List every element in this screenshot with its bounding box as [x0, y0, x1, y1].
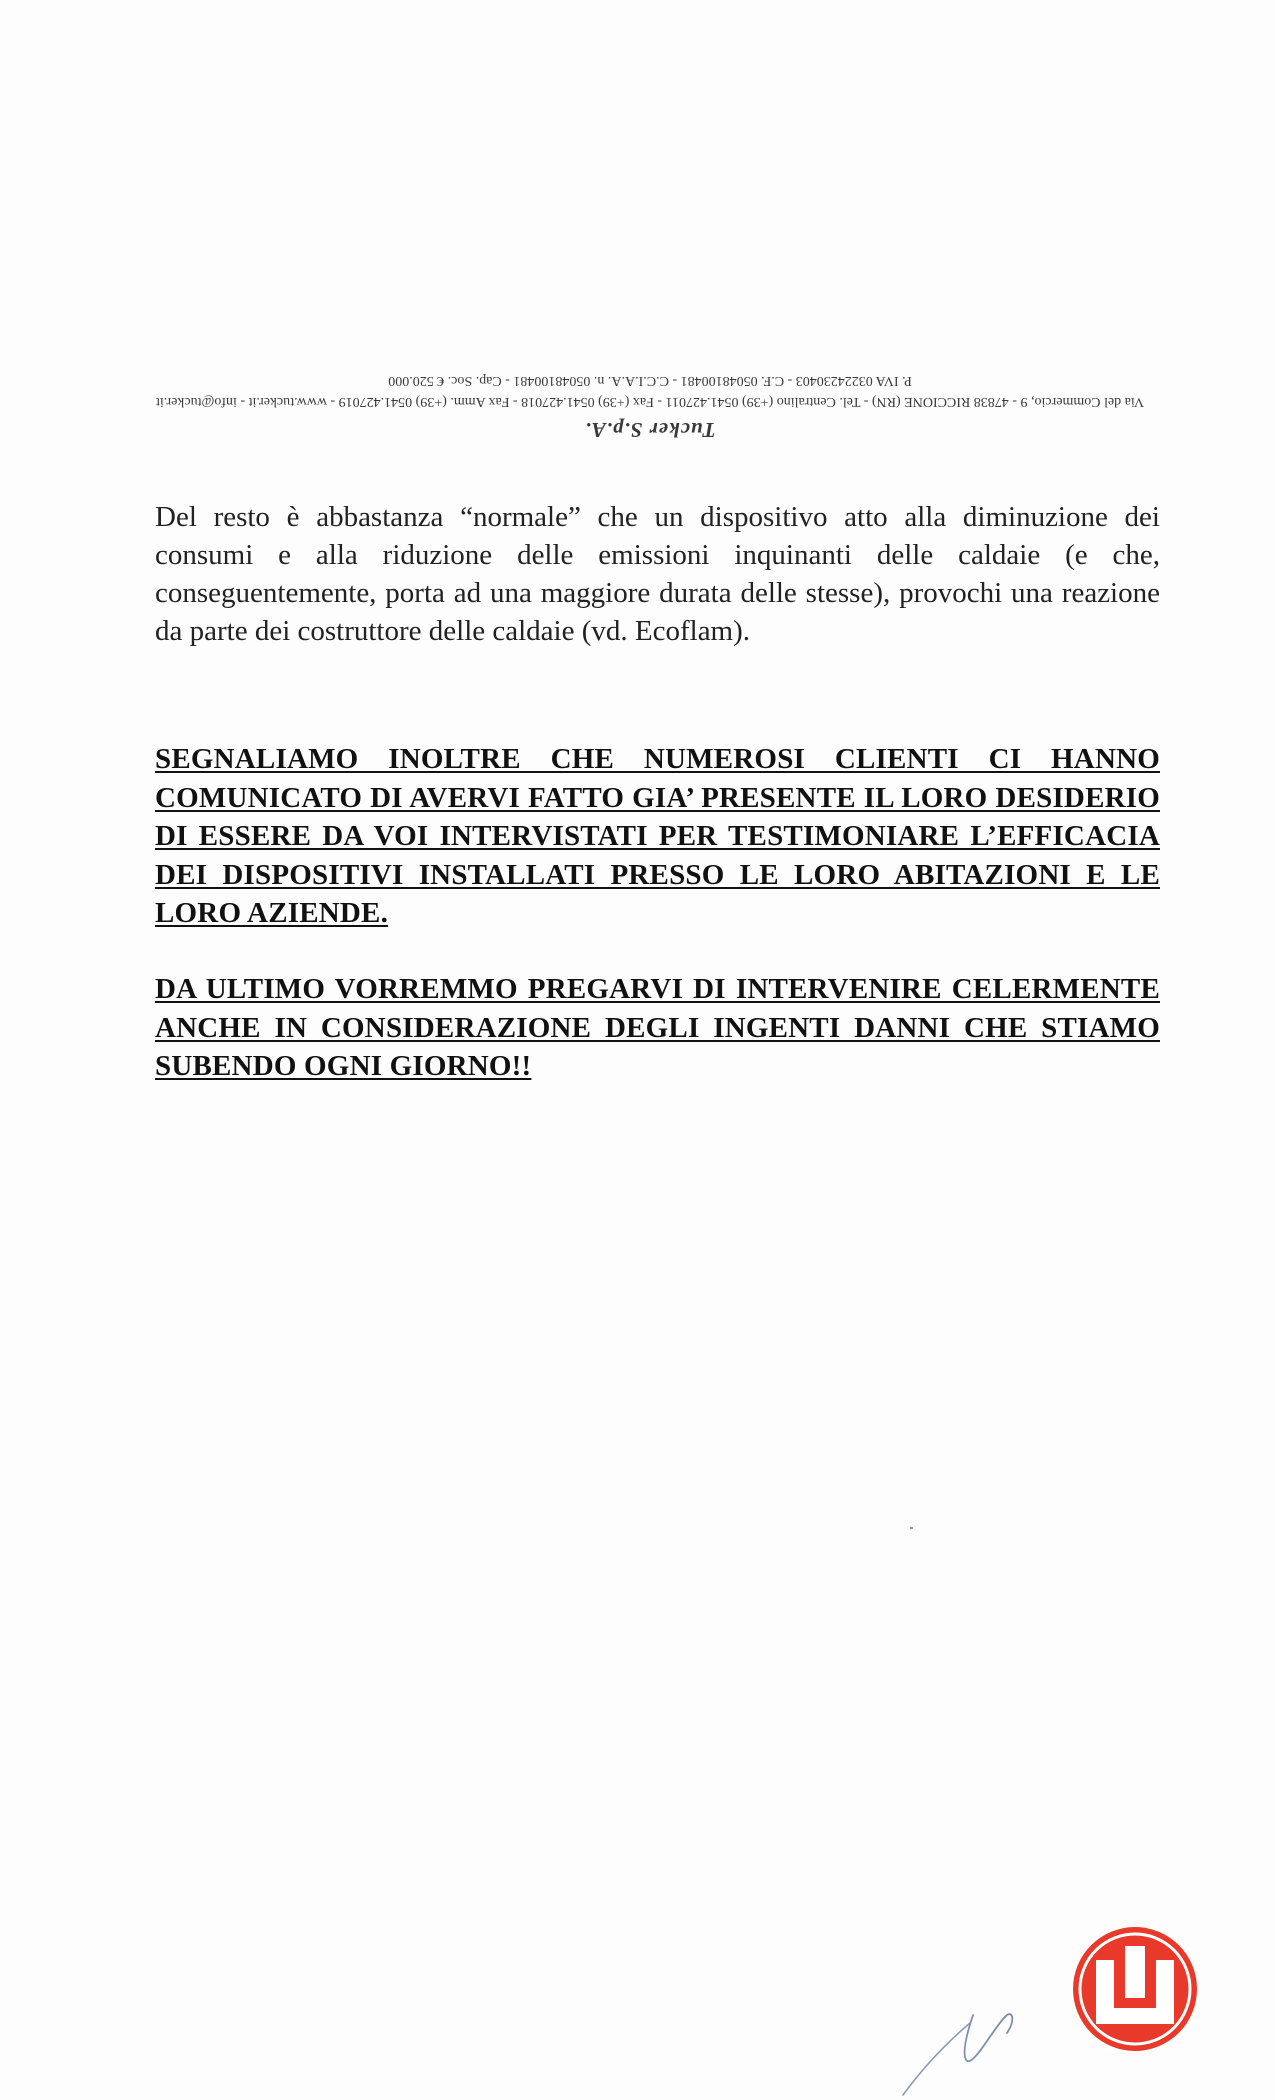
signature-stroke — [895, 1985, 1045, 2100]
letterhead-tax-info: P. IVA 03224230403 - C.F. 05048100481 - C.C.I.A.A. n. 05048100481 - Cap. Soc. € 520.000 — [388, 373, 912, 388]
paragraph-1: Del resto è abbastanza “normale” che un dispositivo atto alla diminuzione dei consumi e alla riduzione delle emissioni inquinanti delle caldaie (e che, conseguentemente, porta ad una maggiore durata delle stesse), provochi una reazione da parte dei costruttore delle caldaie (vd. Ecoflam). — [155, 501, 1160, 647]
scan-speck — [910, 1527, 913, 1529]
tucker-logo-icon — [1070, 1924, 1200, 2054]
letterhead-company: Tucker S.p.A. — [584, 418, 716, 442]
paragraph-3-caps: DA ULTIMO VORREMMO PREGARVI DI INTERVENIRE CELERMENTE ANCHE IN CONSIDERAZIONE DEGLI INGENTI DANNI CHE STIAMO SUBENDO OGNI GIORNO!! — [155, 973, 1160, 1082]
paragraph-2-caps: SEGNALIAMO INOLTRE CHE NUMEROSI CLIENTI CI HANNO COMUNICATO DI AVERVI FATTO GIA’ PRESENTE IL LORO DESIDERIO DI ESSERE DA VOI INTERVISTATI PER TESTIMONIARE L’EFFICACIA DEI DISPOSITIVI INSTALLATI PRESSO LE LORO ABITAZIONI E LE LORO AZIENDE. — [155, 743, 1160, 929]
letterhead-address: Via del Commercio, 9 - 47838 RICCIONE (RN) - Tel. Centralino (+39) 0541.427011 - Fax (+39) 0541.427018 - Fax Amm. (+39) 0541.427019 - www.tucker.it - info@tucker.it — [155, 394, 1145, 409]
letterhead-upside-down — [80, 372, 1220, 442]
